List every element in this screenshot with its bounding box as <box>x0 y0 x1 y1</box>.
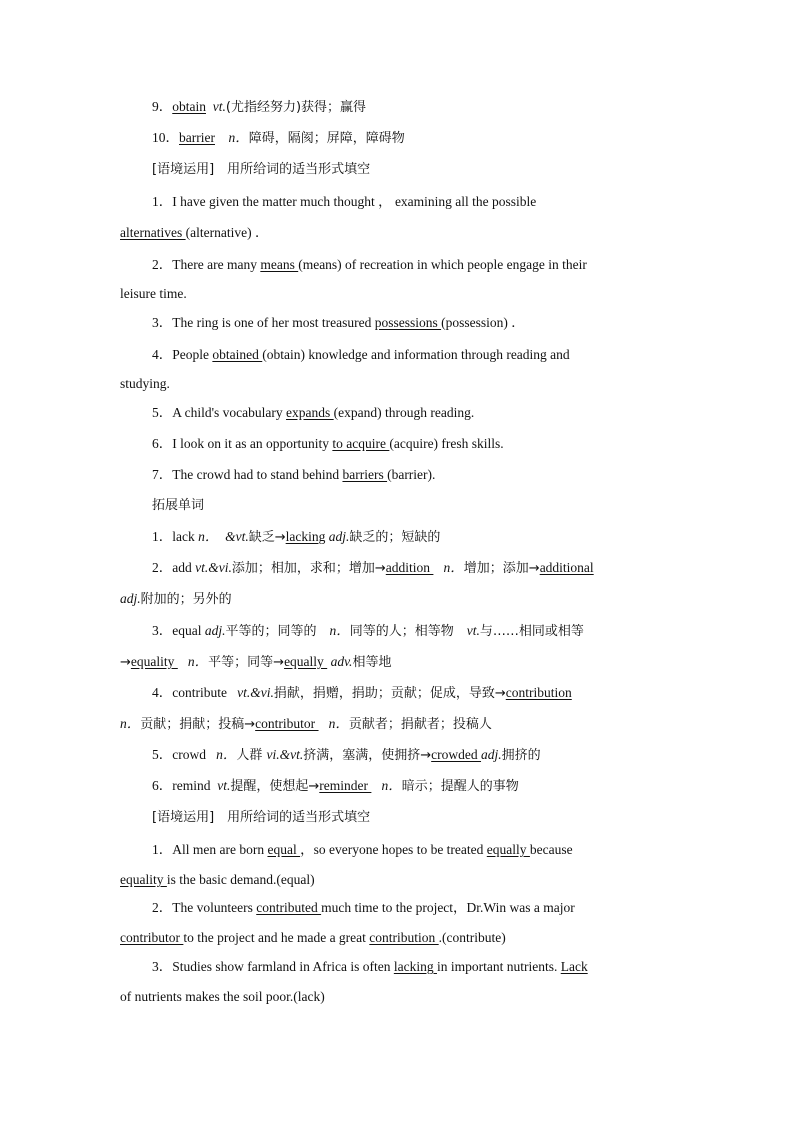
sentence-text: (expand) through reading. <box>333 405 475 420</box>
item-number: 1． <box>152 842 173 857</box>
answer-blank: contributed <box>256 900 322 915</box>
definition: 拥挤的 <box>501 748 541 763</box>
vocab-word: obtain <box>172 99 206 114</box>
answer-blank: contributor <box>120 930 184 945</box>
definition: 同等的人；相等物 <box>349 624 467 639</box>
part-of-speech: n． <box>228 130 249 145</box>
vocab-word: equal <box>172 623 202 638</box>
answer-blank: equally <box>486 842 530 857</box>
definition: 添加；相加，求和；增加→ <box>231 561 386 576</box>
expand-item-4-line-2 <box>120 715 492 734</box>
part-of-speech: n． <box>329 623 350 638</box>
exercise-4-line-2 <box>120 375 170 393</box>
exercise-2-line-2 <box>120 285 187 303</box>
vocab-word: add <box>172 560 192 575</box>
part-of-speech: n． <box>120 716 141 731</box>
answer-blank: equally <box>284 654 328 669</box>
sentence-text: because <box>529 842 573 857</box>
item-number: 1． <box>152 194 173 209</box>
sentence-text: (means) of recreation in which people engage in their <box>298 257 587 272</box>
part-of-speech: adj. <box>120 591 141 606</box>
sentence-text: to the project and he made a great <box>183 930 370 945</box>
answer-blank: crowded <box>431 747 482 762</box>
answer-blank: possessions <box>374 315 442 330</box>
part-of-speech: n． <box>216 747 237 762</box>
part-of-speech: n． <box>328 716 349 731</box>
item-number: 2． <box>152 257 173 272</box>
definition: 增加；添加→ <box>463 561 540 576</box>
sentence-text: A child's vocabulary <box>172 405 287 420</box>
answer-blank: means <box>260 257 299 272</box>
sentence-text: much time to the project，Dr.Win was a major <box>321 900 575 915</box>
sentence-text: (obtain) knowledge and information through reading and <box>262 347 570 362</box>
definition: 附加的；另外的 <box>140 592 232 607</box>
sentence-text: ，so everyone hopes to be treated <box>300 842 487 857</box>
definition: (尤指经努力)获得；赢得 <box>225 100 367 115</box>
expand-item-4-line-1 <box>152 684 572 703</box>
answer-blank: lacking <box>285 529 326 544</box>
exercise-4-line-1 <box>152 346 570 364</box>
exercise-2-2-line-2 <box>120 929 506 947</box>
part-of-speech: adv. <box>330 654 353 669</box>
definition: 平等；同等→ <box>208 655 285 670</box>
part-of-speech: n． <box>443 560 464 575</box>
answer-blank: alternatives <box>120 225 186 240</box>
vocab-word: contribute <box>172 685 227 700</box>
part-of-speech: vi.&vt. <box>266 747 304 762</box>
sentence-text: of nutrients makes the soil poor.(lack) <box>120 989 325 1004</box>
answer-blank: lacking <box>393 959 437 974</box>
exercise-5 <box>152 404 474 422</box>
exercise-2-3-line-1 <box>152 958 588 976</box>
item-number: 6． <box>152 778 173 793</box>
item-number: 5． <box>152 405 173 420</box>
part-of-speech: n． <box>198 529 219 544</box>
exercise-6 <box>152 435 504 453</box>
answer-blank: additional <box>539 560 594 575</box>
expand-item-3-line-1 <box>152 622 584 641</box>
sentence-text: All men are born <box>172 842 268 857</box>
answer-blank: barriers <box>342 467 388 482</box>
definition: 提醒，使想起→ <box>230 779 320 794</box>
part-of-speech: adj. <box>328 529 350 544</box>
part-of-speech: n． <box>187 654 209 669</box>
item-number: 10． <box>152 130 179 145</box>
answer-blank: Lack <box>560 959 588 974</box>
definition: 贡献；捐献；投稿→ <box>140 717 256 732</box>
answer-blank: addition <box>385 560 434 575</box>
sentence-text: (barrier). <box>387 467 436 482</box>
part-of-speech: &vt. <box>225 529 249 544</box>
sentence-text: The crowd had to stand behind <box>172 467 343 482</box>
expand-item-3-line-2 <box>120 653 391 672</box>
answer-blank: equal <box>267 842 301 857</box>
answer-blank: expands <box>286 405 334 420</box>
answer-blank: equality <box>120 872 167 887</box>
definition: 贡献者；捐献者；投稿人 <box>348 717 492 732</box>
vocab-word: crowd <box>172 747 206 762</box>
arrow: → <box>120 655 131 670</box>
sentence-text: (acquire) fresh skills. <box>389 436 504 451</box>
exercise-2-1-line-1 <box>152 841 573 859</box>
expand-item-2-line-1 <box>152 559 594 578</box>
item-number: 3． <box>152 623 173 638</box>
answer-blank: contributor <box>255 716 319 731</box>
answer-blank: to acquire <box>332 436 390 451</box>
item-number: 9． <box>152 99 173 114</box>
answer-blank: contribution <box>505 685 572 700</box>
item-number: 5． <box>152 747 173 762</box>
sentence-text: (possession) ． <box>441 315 525 330</box>
sentence-text: There are many <box>172 257 261 272</box>
definition: 障碍，隔阂；屏障，障碍物 <box>248 131 405 146</box>
exercise-2-1-line-2 <box>120 871 315 889</box>
vocab-word: remind <box>172 778 211 793</box>
section-heading: [语境运用] 用所给词的适当形式填空 <box>152 162 371 177</box>
part-of-speech: vt. <box>212 99 226 114</box>
item-number: 3． <box>152 959 173 974</box>
sentence-text: (alternative) ． <box>185 225 269 240</box>
part-of-speech: vt.&vi. <box>237 685 274 700</box>
sentence-text: .(contribute) <box>438 930 506 945</box>
sentence-text: The ring is one of her most treasured <box>172 315 375 330</box>
item-number: 4． <box>152 347 173 362</box>
sentence-text: I look on it as an opportunity <box>172 436 333 451</box>
expand-item-2-line-2 <box>120 590 232 609</box>
sentence-text: is the basic demand.(equal) <box>166 872 315 887</box>
exercise-3 <box>152 314 525 332</box>
item-number: 3． <box>152 315 173 330</box>
vocab-item-10 <box>152 129 405 148</box>
exercise-1-line-2 <box>120 224 268 242</box>
section-heading: 拓展单词 <box>152 498 205 513</box>
exercise-2-line-1 <box>152 256 587 274</box>
item-number: 6． <box>152 436 173 451</box>
part-of-speech: vt. <box>466 623 480 638</box>
sentence-text: I have given the matter much thought ， examining all the possible <box>172 194 537 209</box>
exercise-7 <box>152 466 435 484</box>
sentence-text: The volunteers <box>172 900 257 915</box>
item-number: 2． <box>152 560 173 575</box>
answer-blank: contribution <box>369 930 439 945</box>
part-of-speech: adj. <box>481 747 502 762</box>
sentence-text: studying. <box>120 376 170 391</box>
part-of-speech: adj. <box>204 623 226 638</box>
answer-blank: obtained <box>212 347 263 362</box>
definition: 人群 <box>236 748 267 763</box>
sentence-text: People <box>172 347 213 362</box>
vocab-item-9 <box>152 98 366 117</box>
expand-item-5 <box>152 746 541 765</box>
vocab-word: lack <box>172 529 195 544</box>
item-number: 4． <box>152 685 173 700</box>
definition: 挤满，塞满，使拥挤→ <box>303 748 432 763</box>
definition: 暗示；提醒人的事物 <box>401 779 519 794</box>
expand-item-6 <box>152 777 519 796</box>
sentence-text: in important nutrients. <box>436 959 561 974</box>
item-number: 2． <box>152 900 173 915</box>
item-number: 7． <box>152 467 173 482</box>
sentence-text: Studies show farmland in Africa is often <box>172 959 394 974</box>
definition: 相等地 <box>352 655 392 670</box>
vocab-word: barrier <box>179 130 215 145</box>
section-heading: [语境运用] 用所给词的适当形式填空 <box>152 810 371 825</box>
answer-blank: equality <box>130 654 178 669</box>
item-number: 1． <box>152 529 173 544</box>
definition: 缺乏的；短缺的 <box>349 530 441 545</box>
answer-blank: reminder <box>319 778 372 793</box>
expand-item-1 <box>152 528 440 547</box>
part-of-speech: vt. <box>217 778 231 793</box>
sentence-text: leisure time. <box>120 286 187 301</box>
exercise-2-2-line-1 <box>152 899 575 917</box>
definition: 缺乏→ <box>248 530 286 545</box>
exercise-2-3-line-2 <box>120 988 325 1006</box>
part-of-speech: n． <box>381 778 402 793</box>
exercise-1-line-1 <box>152 193 536 211</box>
definition: 平等的；同等的 <box>225 624 330 639</box>
definition: 与……相同或相等 <box>479 624 584 639</box>
definition: 捐献，捐赠，捐助；贡献；促成，导致→ <box>273 686 506 701</box>
part-of-speech: vt.&vi. <box>195 560 232 575</box>
